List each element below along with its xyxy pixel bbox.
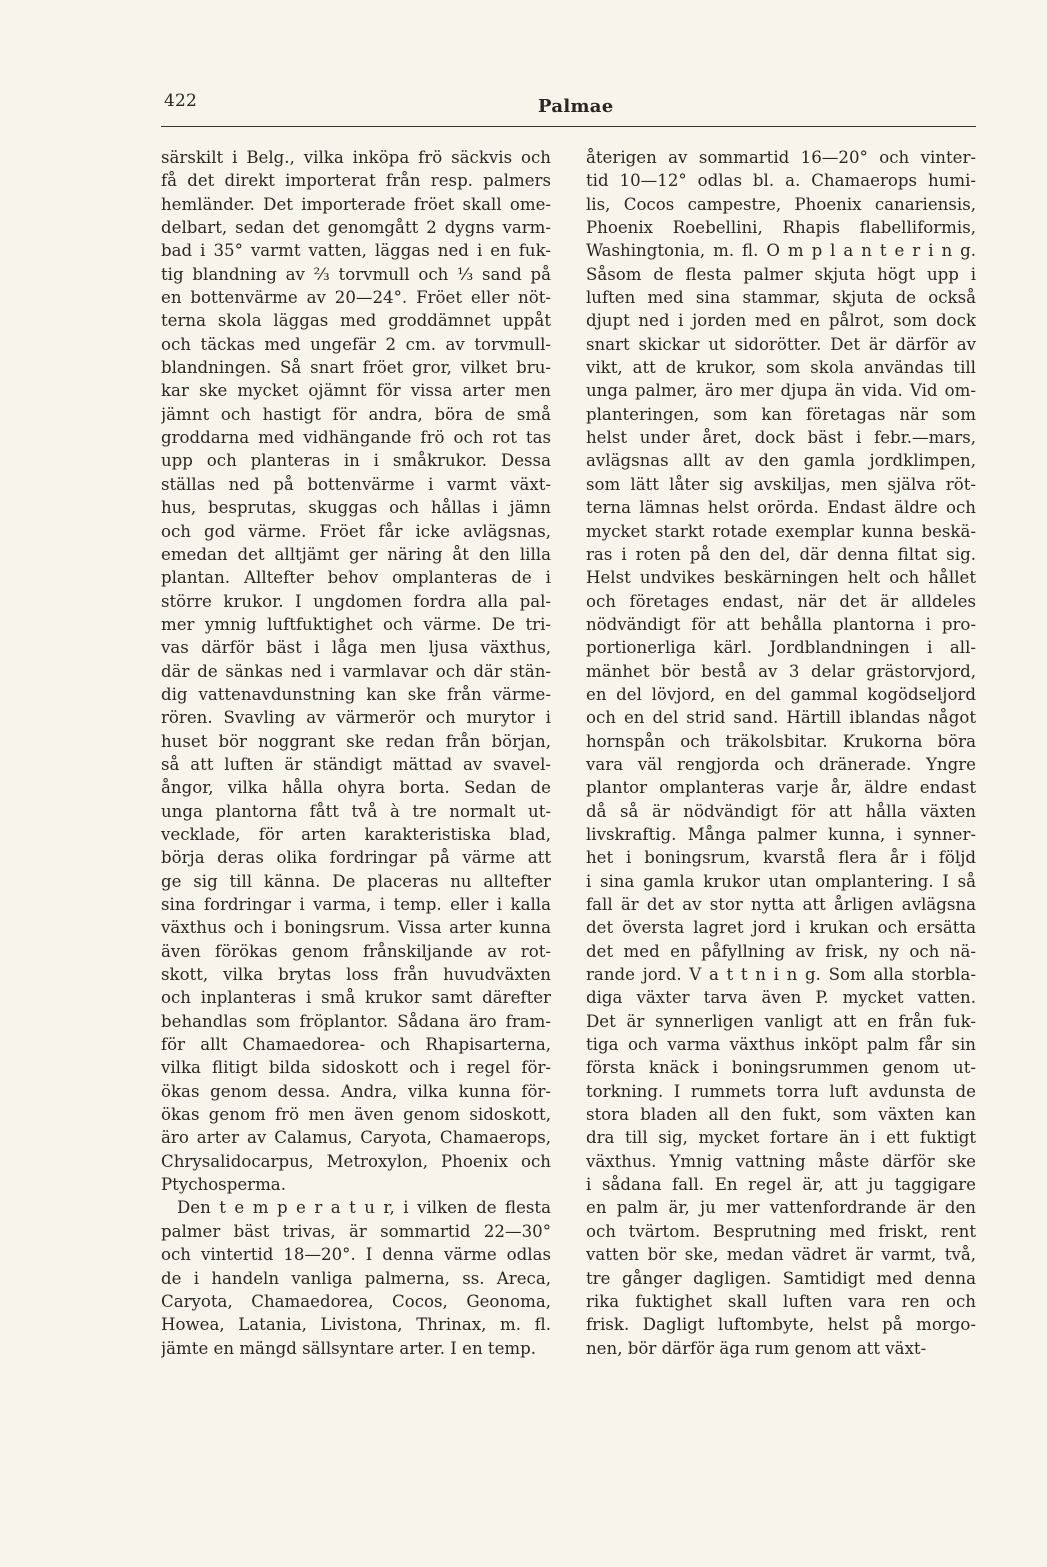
text-line: jämte en mängd sällsyntare arter. I en temp. — [161, 1338, 537, 1358]
text-line: terna lämnas helst orörda. Endast äldre och — [586, 498, 976, 518]
text-line: groddarna med vidhängande frö och rot tas — [161, 428, 551, 448]
text-line: djupt ned i jorden med en pålrot, som dock — [586, 311, 976, 331]
text-line: större krukor. I ungdomen fordra alla pal- — [161, 591, 551, 611]
text-line: fall är det av stor nytta att årligen avlägsna — [586, 895, 976, 914]
text-line: delbart, sedan det genomgått 2 dygns varm- — [161, 218, 551, 238]
text-line: vilka flitigt bilda sidoskott och i regel för- — [161, 1058, 551, 1078]
text-line: där de sänkas ned i varmlavar och där stän- — [161, 661, 551, 681]
text-line: Det är synnerligen vanligt att en från fuk- — [586, 1011, 976, 1031]
text-line: kar ske mycket ojämnt för vissa arter men — [161, 381, 551, 401]
text-line: mänhet bör bestå av 3 delar grästorvjord, — [586, 661, 976, 681]
text-line: Caryota, Chamaedorea, Cocos, Geonoma, — [161, 1291, 551, 1311]
running-head: Palmae — [538, 96, 614, 117]
text-line: rören. Svavling av värmerör och murytor i — [161, 708, 551, 728]
text-line: och tvärtom. Besprutning med friskt, rent — [586, 1221, 976, 1241]
text-line: så att luften är ständigt mättad av svavel- — [161, 754, 551, 774]
text-line: tig blandning av ⅔ torvmull och ⅓ sand på — [161, 264, 551, 284]
text-line: plantan. Alltefter behov omplanteras de i — [161, 568, 551, 588]
text-line: frisk. Dagligt luftombyte, helst på morgo- — [586, 1315, 976, 1335]
text-line: vas därför bäst i låga men ljusa växthus, — [161, 638, 551, 658]
text-line: Den t e m p e r a t u r, i vilken de flesta — [177, 1198, 551, 1218]
text-line: hornspån och träkolsbitar. Krukorna böra — [586, 731, 976, 751]
text-line: tre gånger dagligen. Samtidigt med denna — [586, 1268, 976, 1288]
text-line: och god värme. Fröet får icke avlägsnas, — [161, 521, 551, 541]
text-line: vecklade, för arten karakteristiska blad, — [161, 824, 551, 844]
text-line: då så är nödvändigt för att hålla växten — [586, 801, 976, 821]
text-line: Chrysalidocarpus, Metroxylon, Phoenix och — [161, 1151, 551, 1171]
text-line: och en del strid sand. Härtill iblandas något — [586, 708, 976, 728]
text-line: bad i 35° varmt vatten, läggas ned i en fuk- — [161, 241, 551, 261]
text-line: särskilt i Belg., vilka inköpa frö säckvis och — [161, 148, 551, 167]
text-line: i sådana fall. En regel är, att ju taggigare — [586, 1175, 976, 1195]
text-line: växthus och i boningsrum. Vissa arter kunna — [161, 918, 551, 938]
text-line: vatten bör ske, medan vädret är varmt, två, — [586, 1245, 976, 1265]
text-line: huset bör noggrant ske redan från början, — [161, 731, 551, 751]
text-line: nödvändigt för att behålla plantorna i pro- — [586, 614, 976, 634]
text-line: ökas genom dessa. Andra, vilka kunna för- — [161, 1081, 551, 1101]
text-line: och vintertid 18—20°. I denna värme odlas — [161, 1245, 551, 1265]
right-column — [586, 146, 976, 1360]
text-line: tid 10—12° odlas bl. a. Chamaerops humi- — [586, 171, 976, 191]
text-line: rika fuktighet skall luften vara ren och — [586, 1291, 976, 1311]
text-line: blandningen. Så snart fröet gror, vilket bru- — [161, 358, 551, 378]
text-line: dra till sig, mycket fortare än i ett fuktigt — [586, 1128, 976, 1148]
text-line: palmer bäst trivas, är sommartid 22—30° — [161, 1221, 551, 1241]
text-line: och företages endast, när det är alldeles — [586, 591, 976, 611]
text-line: tiga och varma växthus inköpt palm får sin — [586, 1035, 976, 1055]
text-line: dig vattenavdunstning kan ske från värme- — [161, 684, 551, 704]
page-number: 422 — [164, 91, 198, 111]
text-line: rande jord. V a t t n i n g. Som alla storbla- — [586, 965, 976, 985]
text-line: snart skickar ut sidorötter. Det är därför av — [586, 334, 976, 354]
text-line: äro arter av Calamus, Caryota, Chamaerops, — [161, 1128, 551, 1148]
text-line: Såsom de flesta palmer skjuta högt upp i — [586, 264, 976, 284]
text-line: Ptychosperma. — [161, 1175, 286, 1195]
text-line: Howea, Latania, Livistona, Thrinax, m. fl. — [161, 1315, 551, 1335]
text-line: de i handeln vanliga palmerna, ss. Areca, — [161, 1268, 551, 1288]
text-line: mer ymnig luftfuktighet och värme. De tri- — [161, 614, 551, 634]
text-line: avlägsnas allt av den gamla jordklimpen, — [586, 451, 976, 471]
header-rule — [161, 126, 976, 127]
text-line: Washingtonia, m. fl. O m p l a n t e r i n g. — [586, 241, 976, 261]
text-line: och täckas med ungefär 2 cm. av torvmull- — [161, 334, 551, 354]
text-line: vikt, att de krukor, som skola användas till — [586, 358, 976, 378]
text-line: mycket starkt rotade exemplar kunna beskä- — [586, 521, 976, 541]
left-column — [161, 146, 551, 1360]
text-line: upp och planteras in i småkrukor. Dessa — [161, 451, 551, 471]
text-line: ras i roten på den del, där denna filtat sig. — [586, 544, 976, 564]
text-line: portionerliga kärl. Jordblandningen i all- — [586, 638, 976, 658]
text-line: ökas genom frö men även genom sidoskott, — [161, 1105, 551, 1125]
text-line: även förökas genom frånskiljande av rot- — [161, 941, 551, 961]
text-line: hus, besprutas, skuggas och hållas i jämn — [161, 498, 551, 518]
text-line: luften med sina stammar, skjuta de också — [586, 288, 976, 308]
text-line: livskraftig. Många palmer kunna, i synner- — [586, 824, 976, 844]
text-line: en del lövjord, en del gammal kogödseljord — [586, 684, 976, 704]
text-line: vara väl rengjorda och dränerade. Yngre — [586, 754, 976, 774]
text-line: sina fordringar i varma, i temp. eller i kalla — [161, 895, 551, 914]
text-line: helst under året, dock bäst i febr.—mars, — [586, 428, 976, 448]
text-line: få det direkt importerat från resp. palmers — [161, 171, 551, 191]
text-line: planteringen, som kan företagas när som — [586, 404, 976, 424]
text-line: plantor omplanteras varje år, äldre endast — [586, 778, 976, 798]
text-line: nen, bör därför äga rum genom att växt- — [586, 1338, 927, 1358]
text-line: Phoenix Roebellini, Rhapis flabelliformis, — [586, 218, 976, 238]
text-line: behandlas som fröplantor. Sådana äro fram- — [161, 1011, 551, 1031]
text-line: en palm är, ju mer vattenfordrande är den — [586, 1198, 976, 1218]
text-line: unga palmer, äro mer djupa än vida. Vid om- — [586, 381, 976, 401]
text-line: stora bladen all den fukt, som växten kan — [586, 1105, 976, 1125]
text-line: återigen av sommartid 16—20° och vinter- — [586, 148, 976, 167]
text-line: hemländer. Det importerade fröet skall ome- — [161, 194, 551, 214]
text-line: det med en påfyllning av frisk, ny och nä- — [586, 941, 976, 961]
text-line: som lätt låter sig avskiljas, men själva röt- — [586, 474, 976, 494]
text-line: Helst undvikes beskärningen helt och hållet — [586, 568, 976, 588]
text-line: terna skola läggas med groddämnet uppåt — [161, 311, 551, 331]
text-line: och inplanteras i små krukor samt därefter — [161, 988, 551, 1008]
text-line: jämnt och hastigt för andra, böra de små — [161, 404, 551, 424]
text-line: ge sig till känna. De placeras nu alltefter — [161, 871, 551, 891]
text-line: het i boningsrum, kvarstå flera år i följd — [586, 848, 976, 868]
text-line: börja deras olika fordringar på värme att — [161, 848, 551, 868]
text-line: en bottenvärme av 20—24°. Fröet eller nöt- — [161, 288, 551, 308]
text-line: unga plantorna fått två à tre normalt ut- — [161, 801, 551, 821]
text-line: första knäck i boningsrummen genom ut- — [586, 1058, 976, 1078]
text-line: i sina gamla krukor utan omplantering. I så — [586, 871, 976, 891]
text-line: växthus. Ymnig vattning måste därför ske — [586, 1151, 976, 1171]
text-line: ställas ned på bottenvärme i varmt växt- — [161, 474, 551, 494]
text-line: för allt Chamaedorea- och Rhapisarterna, — [161, 1035, 551, 1055]
text-line: det översta lagret jord i krukan och ersätta — [586, 918, 976, 938]
text-line: lis, Cocos campestre, Phoenix canariensis, — [586, 194, 976, 214]
text-line: emedan det alltjämt ger näring åt den lilla — [161, 544, 551, 564]
text-line: skott, vilka brytas loss från huvudväxten — [161, 965, 551, 985]
text-line: torkning. I rummets torra luft avdunsta de — [586, 1081, 976, 1101]
text-line: ångor, vilka hålla ohyra borta. Sedan de — [161, 778, 551, 798]
text-line: diga växter tarva även P. mycket vatten. — [586, 988, 976, 1008]
